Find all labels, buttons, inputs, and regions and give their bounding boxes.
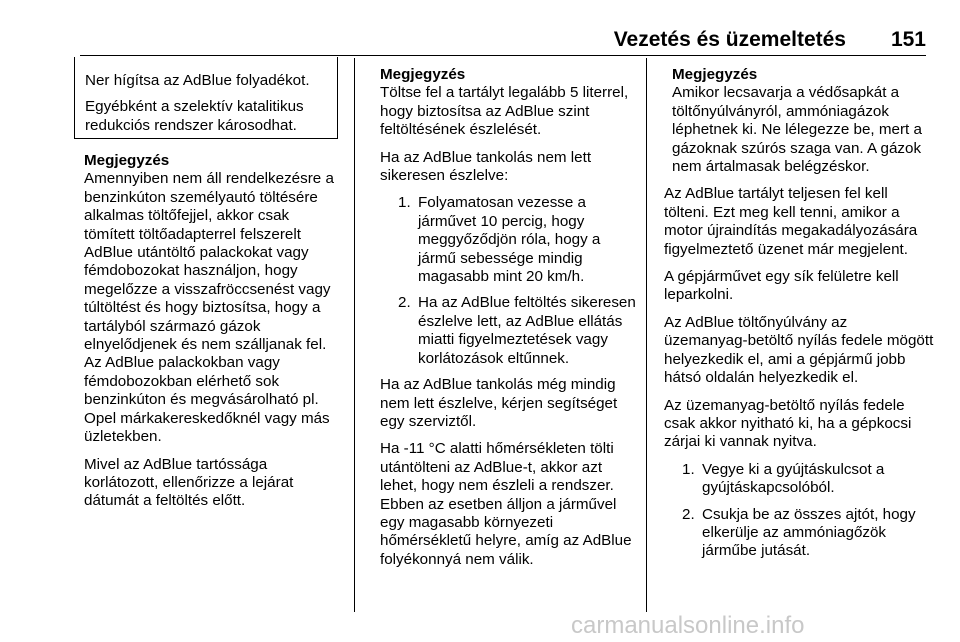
warning-line: Egyébként a szelektív katalitikus redukciós rendszer károsodhat. (85, 98, 304, 134)
warning-box (74, 57, 338, 139)
note-block (84, 152, 342, 447)
paragraph: Az AdBlue töltőnyúlvány az üzemanyag-betöltő nyílás fedele mögött helyezkedik el, ami a gépjármű jobb hátsó oldalán helyezkedik el. (664, 313, 934, 387)
step-number: 2. (398, 294, 411, 312)
watermark: carmanualsonline.info (571, 612, 805, 639)
header-rule (80, 55, 926, 56)
step-number: 1. (682, 460, 695, 478)
step-text: Vegye ki a gyújtáskulcsot a gyújtáskapcsolóból. (702, 460, 885, 497)
header-title: Vezetés és üzemeltetés (613, 28, 846, 51)
note-title: Megjegyzés (672, 66, 758, 83)
paragraph: Mivel az AdBlue tartóssága korlátozott, ellenőrizze a lejárat dátumát a feltöltés előtt. (84, 455, 294, 510)
note-text: Amikor lecsavarja a védősapkát a töltőnyúlványról, ammóniagázok léphetnek ki. Ne lélegezze be, mert a gázoknak szúrós szaga van. A gázok nem ártalmasak belégzéskor. (672, 84, 922, 176)
warning-line: Ner hígítsa az AdBlue folyadékot. (85, 72, 310, 89)
step-list (380, 194, 642, 368)
note-title: Megjegyzés (84, 152, 170, 169)
column-divider-2 (646, 58, 647, 612)
column-2 (380, 66, 642, 578)
note-block (380, 66, 642, 140)
paragraph: Ha -11 °C alatti hőmérsékleten tölti utántölteni az AdBlue-t, akkor azt lehet, hogy nem észleli a rendszer. Ebben az esetben álljon a járművel egy magasabb környezeti hőmérsékletű helyre, amíg az AdBlue folyékonnyá nem válik. (380, 440, 632, 568)
step-number: 1. (398, 194, 411, 212)
paragraph: Ha az AdBlue tankolás nem lett sikeresen észlelve: (380, 148, 592, 185)
note-title: Megjegyzés (380, 66, 466, 83)
note-text: Amennyiben nem áll rendelkezésre a benzinkúton személyautó töltésére alkalmas töltőfejjel, akkor csak tömített töltőadapterrel felszerelt AdBlue utántöltő palackokat vagy fémdobozokat használjon, hogy megelőzze a visszafröccsenést vagy túltöltést és hogy biztosítsa, hogy a tartályból származó gázok elnyelődjenek és nem szálljanak fel. Az AdBlue palackokban vagy fémdobozokban elérhető sok benzinkúton és megvásárolható pl. Opel márkakereskedőknél vagy más üzletekben. (84, 170, 334, 446)
step-text: Folyamatosan vezesse a járművet 10 percig, hogy meggyőződjön róla, hogy a jármű sebessége mindig magasabb mint 20 km/h. (418, 194, 601, 286)
paragraph: Az üzemanyag-betöltő nyílás fedele csak akkor nyitható ki, ha a gépkocsi zárjai ki vannak nyitva. (664, 396, 912, 451)
step-number: 2. (682, 505, 695, 523)
paragraph: Az AdBlue tartályt teljesen fel kell tölteni. Ezt meg kell tenni, amikor a motor újraindítás megakadályozására figyelmeztető üzenet már megjelent. (664, 185, 918, 258)
page-header (80, 22, 926, 56)
list-item (664, 461, 934, 498)
column-divider-1 (354, 58, 355, 612)
column-1 (84, 152, 342, 520)
list-item (380, 194, 642, 286)
list-item (380, 294, 642, 368)
page-number: 151 (890, 28, 926, 51)
column-3 (664, 66, 934, 569)
step-list (664, 461, 934, 561)
list-item (664, 506, 934, 561)
paragraph: Ha az AdBlue tankolás még mindig nem lett észlelve, kérjen segítséget egy szerviztől. (380, 376, 618, 430)
paragraph: A gépjárművet egy sík felületre kell leparkolni. (664, 268, 899, 304)
note-text: Töltse fel a tartályt legalább 5 literrel, hogy biztosítsa az AdBlue szint feltöltésének észlelését. (380, 84, 629, 139)
step-text: Ha az AdBlue feltöltés sikeresen észlelve lett, az AdBlue ellátás miatti figyelmeztetések vagy korlátozások eltűnnek. (418, 294, 636, 367)
step-text: Csukja be az összes ajtót, hogy elkerülje az ammóniagőzök járműbe jutását. (702, 505, 916, 560)
note-block (664, 66, 934, 176)
